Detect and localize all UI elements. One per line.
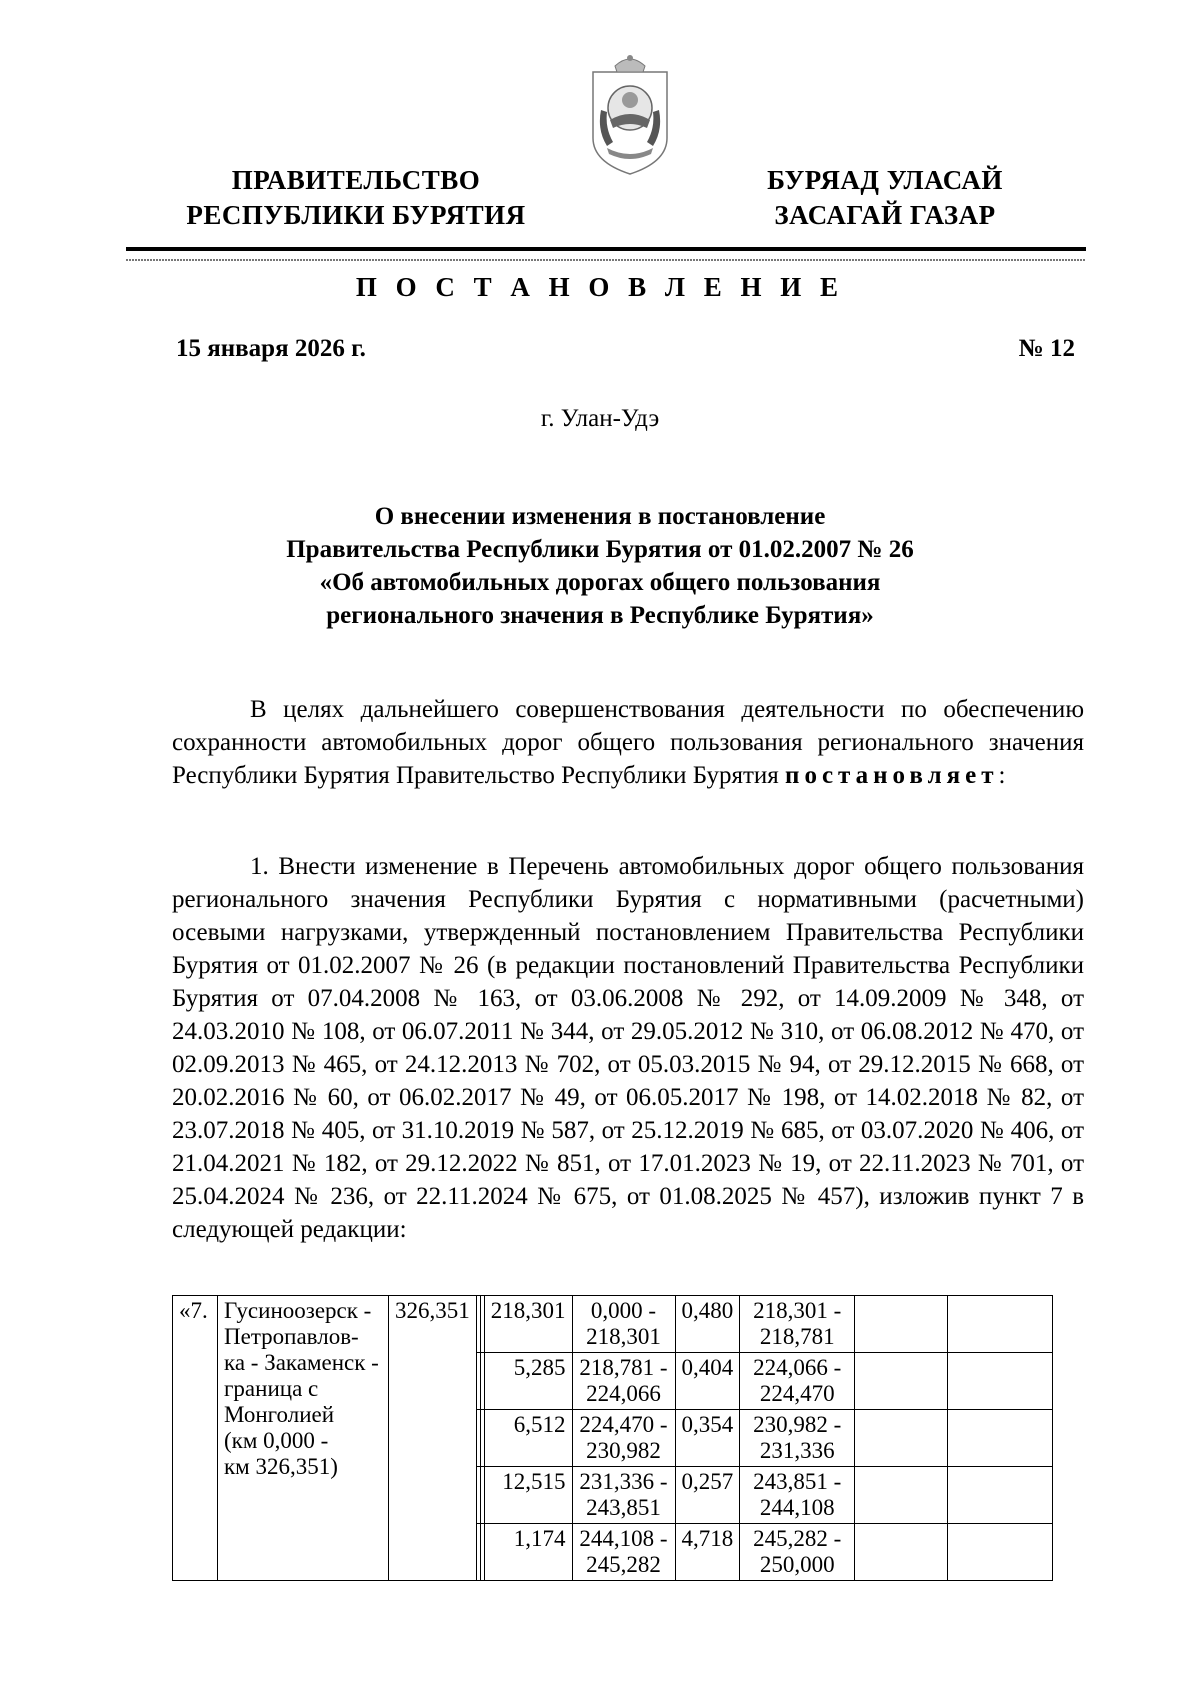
range-end: 243,851 — [586, 1495, 661, 1520]
empty-cell — [948, 1296, 1053, 1353]
road-name-line: км 326,351) — [224, 1454, 338, 1479]
header-divider-thick — [126, 247, 1086, 251]
document-title — [0, 500, 1200, 632]
new-range-end: 244,108 — [759, 1495, 835, 1520]
header-right-line2: ЗАСАГАЙ ГАЗАР — [774, 200, 996, 230]
document-number: № 12 — [1018, 335, 1075, 362]
road-name-line: (км 0,000 - — [224, 1428, 329, 1453]
new-range-cell — [740, 1353, 855, 1410]
new-range-end: 250,000 — [759, 1552, 835, 1577]
range-end: 245,282 — [586, 1552, 661, 1577]
new-range-end: 224,470 — [759, 1381, 835, 1406]
road-name-line: ка - Закаменск - — [224, 1350, 379, 1375]
new-range-start: 224,066 - — [753, 1355, 842, 1380]
clause-1-paragraph: 1. Внести изменение в Перечень автомобильных дорог общего пользования регионального значения Республики Бурятия с нормативными (расчетными) осевыми нагрузками, утвержденный постановлением Правительства Республики Бурятия от 01.02.2007 № 26 (в редакции постановлений Правительства Республики Бурятия от 07.04.2008 № 163, от 03.06.2008 № 292, от 14.09.2009 № 348, от 24.03.2010 № 108, от 06.07.2011 № 344, от 29.05.2012 № 310, от 06.08.2012 № 470, от 02.09.2013 № 465, от 24.12.2013 № 702, от 05.03.2015 № 94, от 29.12.2015 № 668, от 20.02.2016 № 60, от 06.02.2017 № 49, от 06.05.2017 № 198, от 14.02.2018 № 82, от 23.07.2018 № 405, от 31.10.2019 № 587, от 25.12.2019 № 685, от 03.07.2020 № 406, от 21.04.2021 № 182, от 29.12.2022 № 851, от 17.01.2023 № 19, от 22.11.2023 № 701, от 25.04.2024 № 236, от 22.11.2024 № 675, от 01.08.2025 № 457), изложив пункт 7 в следующей редакции: — [172, 853, 1084, 1243]
empty-cell — [948, 1524, 1053, 1581]
empty-cell — [948, 1467, 1053, 1524]
load-cell: 0,404 — [675, 1353, 740, 1410]
range-start: 224,470 - — [579, 1412, 668, 1437]
title-line: О внесении изменения в постановление — [374, 503, 826, 530]
title-line: регионального значения в Республике Бурятия» — [326, 602, 874, 629]
document-type: П О С Т А Н О В Л Е Н И Е — [355, 272, 845, 302]
segment-length-cell: 1,174 — [484, 1524, 572, 1581]
segment-length-cell: 5,285 — [484, 1353, 572, 1410]
load-cell: 0,480 — [675, 1296, 740, 1353]
load-cell: 4,718 — [675, 1524, 740, 1581]
empty-cell — [948, 1410, 1053, 1467]
range-cell — [572, 1524, 675, 1581]
document-city: г. Улан-Удэ — [540, 405, 660, 432]
empty-cell — [948, 1353, 1053, 1410]
resolve-word: постановляет — [785, 762, 999, 789]
range-cell — [572, 1467, 675, 1524]
empty-cell — [855, 1524, 948, 1581]
preamble-text: В целях дальнейшего совершенствования деятельности по обеспечению сохранности автомобильных дорог общего пользования регионального значения Республики Бурятия Правительство Республики Бурятия — [172, 696, 1084, 789]
range-end: 218,301 — [586, 1324, 661, 1349]
amendment-table — [172, 1295, 1053, 1581]
new-range-cell — [740, 1524, 855, 1581]
total-length-cell: 326,351 — [389, 1296, 477, 1581]
range-end: 230,982 — [586, 1438, 661, 1463]
table-row — [173, 1296, 1053, 1353]
new-range-cell — [740, 1467, 855, 1524]
header-left-line1: ПРАВИТЕЛЬСТВО — [231, 165, 481, 195]
range-start: 244,108 - — [579, 1526, 668, 1551]
load-cell: 0,257 — [675, 1467, 740, 1524]
title-line: Правительства Республики Бурятия от 01.02.2007 № 26 — [286, 536, 914, 563]
document-date: 15 января 2026 г. — [176, 335, 366, 362]
segment-length-cell: 12,515 — [484, 1467, 572, 1524]
header-divider-thin — [126, 259, 1086, 261]
road-name-line: Монголией — [224, 1402, 335, 1427]
coat-of-arms-emblem — [585, 50, 675, 180]
new-range-start: 218,301 - — [753, 1298, 842, 1323]
item-number-cell: «7. — [173, 1296, 218, 1581]
new-range-start: 230,982 - — [753, 1412, 842, 1437]
range-cell — [572, 1296, 675, 1353]
range-start: 231,336 - — [579, 1469, 668, 1494]
preamble-paragraph — [172, 693, 1084, 792]
header-left-government-name — [176, 163, 536, 233]
range-cell — [572, 1410, 675, 1467]
range-end: 224,066 — [586, 1381, 661, 1406]
title-line: «Об автомобильных дорогах общего пользования — [319, 569, 881, 596]
new-range-cell — [740, 1296, 855, 1353]
empty-cell — [855, 1296, 948, 1353]
empty-cell — [855, 1410, 948, 1467]
segment-length-cell: 218,301 — [484, 1296, 572, 1353]
road-name-line: Петропавлов- — [224, 1324, 359, 1349]
empty-cell — [855, 1467, 948, 1524]
new-range-cell — [740, 1410, 855, 1467]
road-name-line: граница с — [224, 1376, 319, 1401]
segment-length-cell: 6,512 — [484, 1410, 572, 1467]
empty-cell — [855, 1353, 948, 1410]
new-range-end: 218,781 — [759, 1324, 835, 1349]
load-cell: 0,354 — [675, 1410, 740, 1467]
new-range-start: 243,851 - — [753, 1469, 842, 1494]
road-name-line: Гусиноозерск - — [224, 1298, 372, 1323]
range-cell — [572, 1353, 675, 1410]
header-left-line2: РЕСПУБЛИКИ БУРЯТИЯ — [186, 200, 526, 230]
range-start: 0,000 - — [590, 1298, 657, 1323]
new-range-start: 245,282 - — [753, 1526, 842, 1551]
resolve-colon: : — [998, 762, 1006, 789]
header-right-government-name — [745, 163, 1025, 233]
road-name-cell — [218, 1296, 389, 1581]
range-start: 218,781 - — [579, 1355, 668, 1380]
new-range-end: 231,336 — [759, 1438, 835, 1463]
header-right-line1: БУРЯАД УЛАСАЙ — [767, 165, 1003, 195]
